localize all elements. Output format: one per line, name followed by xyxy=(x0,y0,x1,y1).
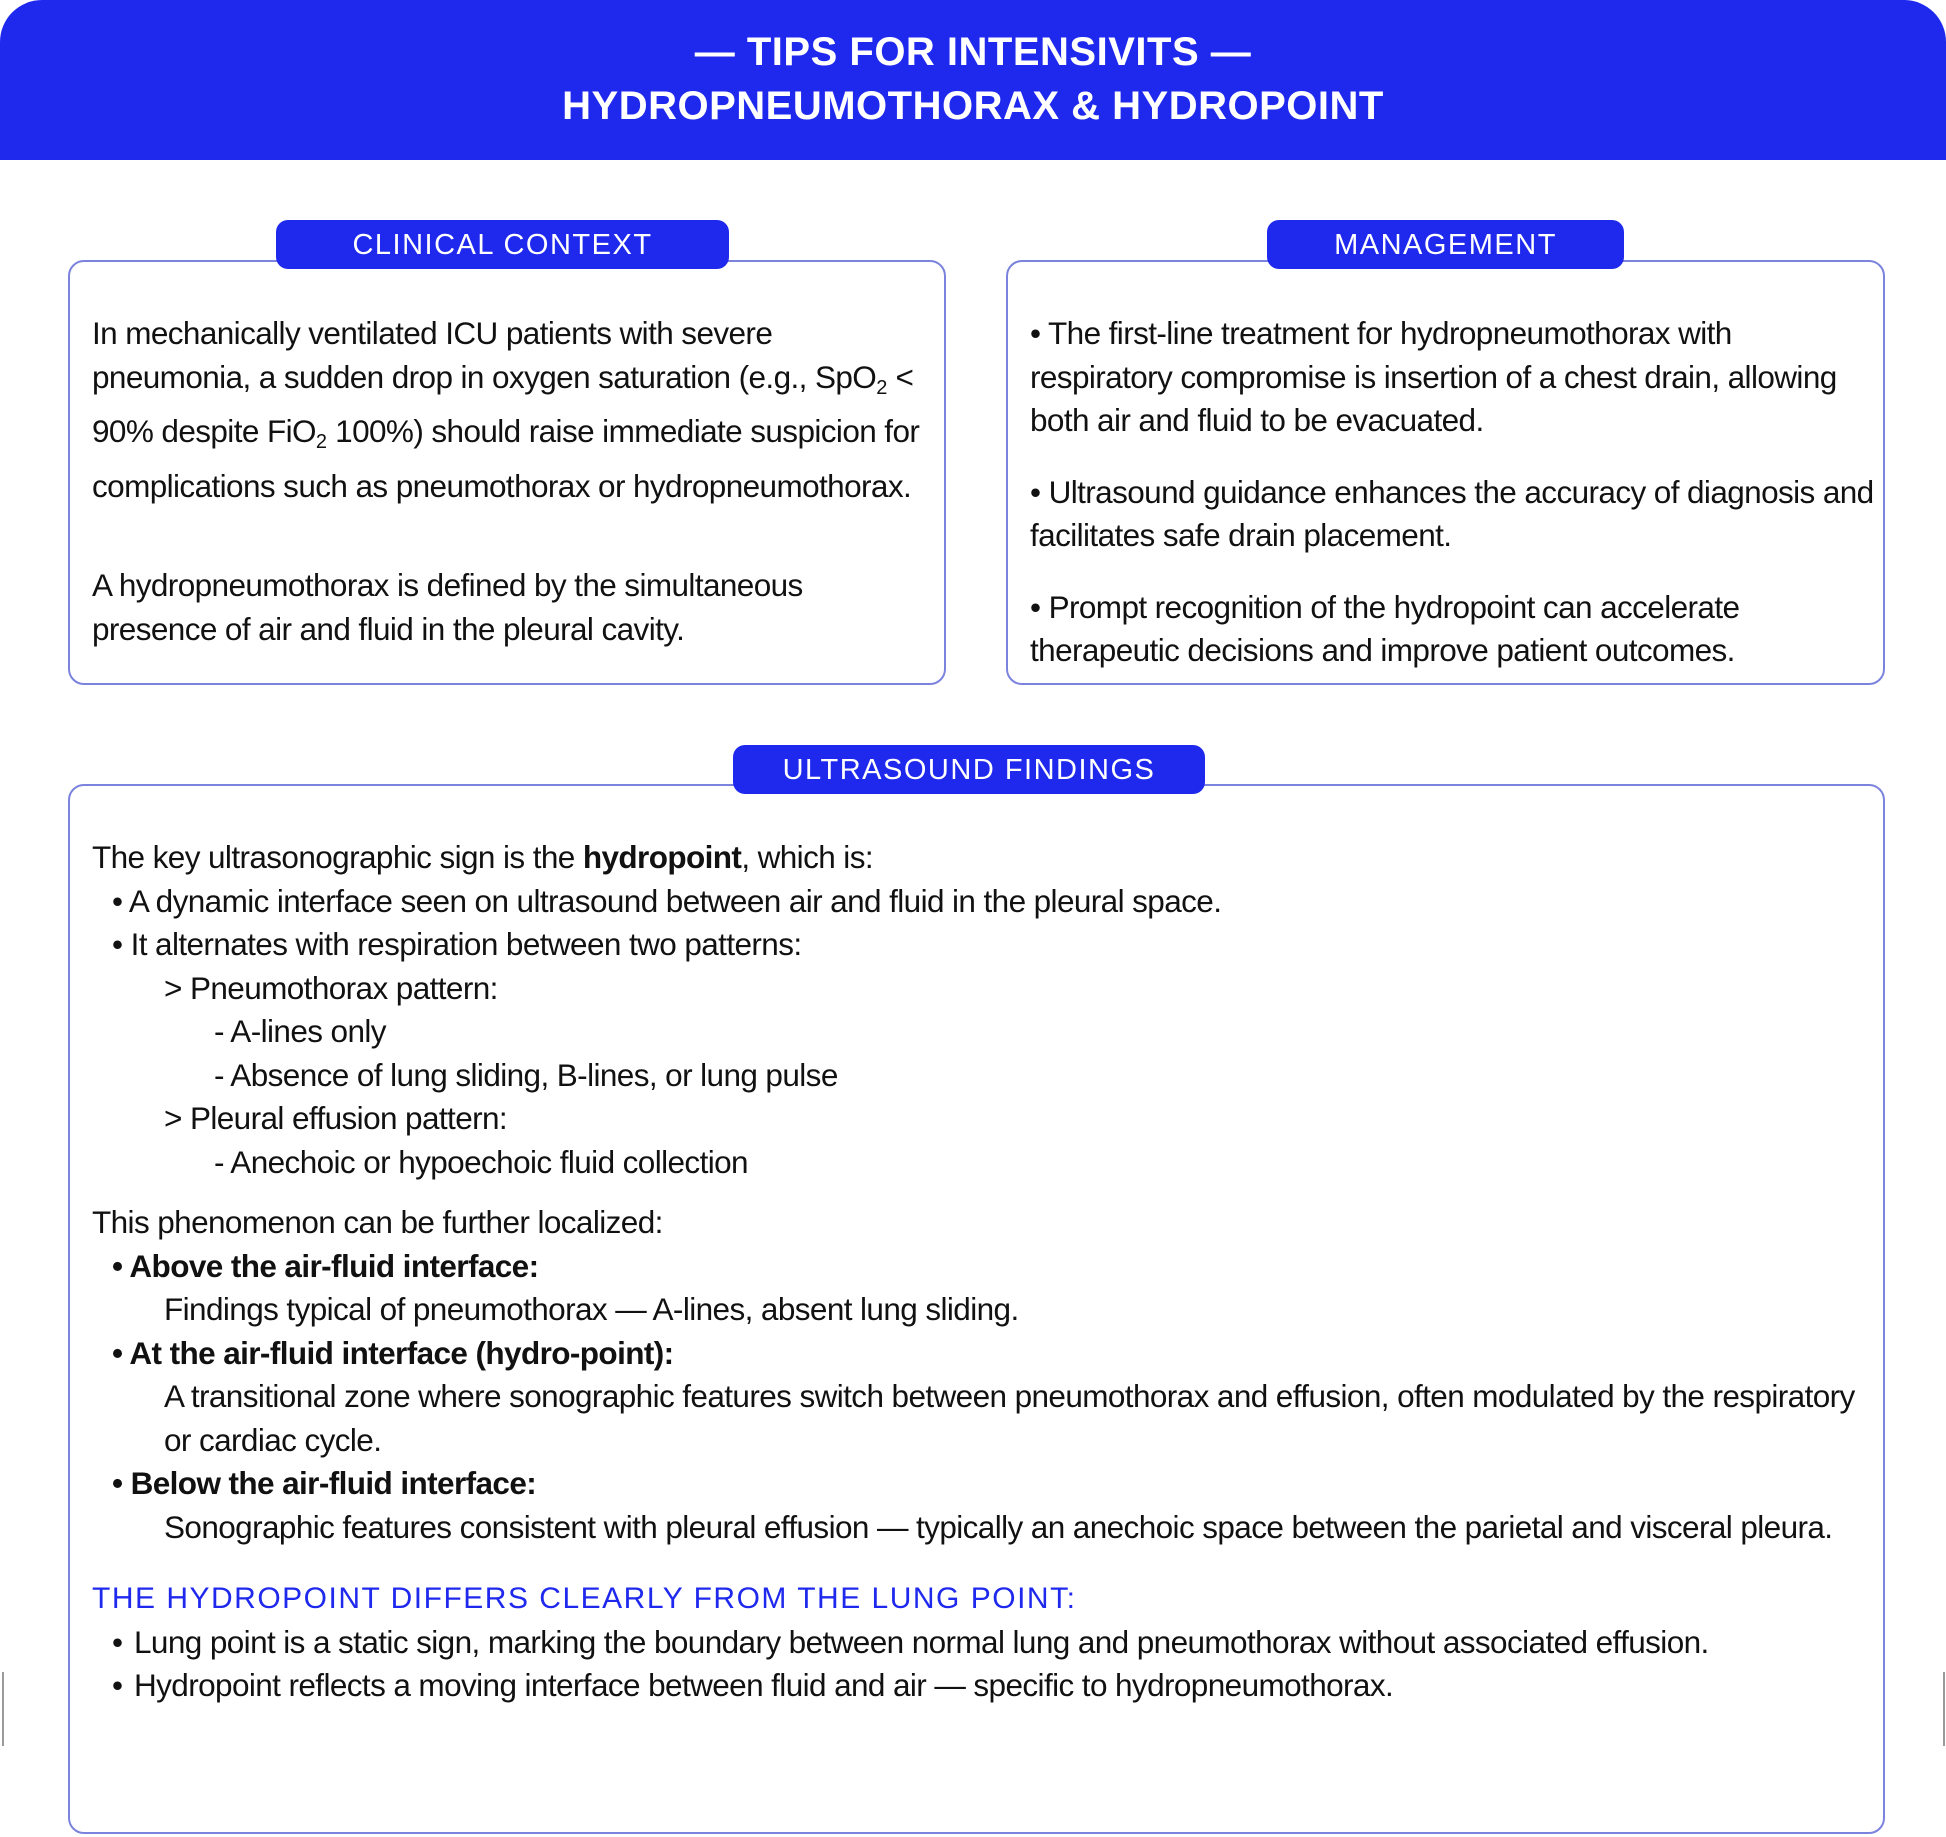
text-run: In mechanically ventilated ICU patients with severe pneumonia, a sudden drop in oxygen saturation (e.g., xyxy=(92,315,815,395)
management-card xyxy=(1006,260,1885,685)
clinical-context-badge: CLINICAL CONTEXT xyxy=(276,220,729,269)
fio2-subscript: 2 xyxy=(315,431,328,453)
pattern-item: - Anechoic or hypoechoic fluid collection xyxy=(214,1143,748,1180)
zone-text-above: Findings typical of pneumothorax — A-lines, absent lung sliding. xyxy=(164,1291,1019,1327)
zone-label-text: • Below the air-fluid interface: xyxy=(112,1465,537,1501)
differs-item-text: Hydropoint reflects a moving interface between fluid and air — specific to hydropneumothorax. xyxy=(134,1667,1394,1703)
zone-label-at xyxy=(92,1332,1862,1376)
text-run: The key ultrasonographic sign is the xyxy=(92,839,583,875)
zone-label-above xyxy=(92,1245,1862,1289)
text-run: , which is: xyxy=(741,839,874,875)
clinical-context-card xyxy=(68,260,946,685)
localized-intro: This phenomenon can be further localized: xyxy=(92,1204,663,1240)
ultrasound-findings-badge: ULTRASOUND FINDINGS xyxy=(733,745,1205,794)
spo2-subscript: 2 xyxy=(876,376,888,399)
zone-text-at: A transitional zone where sonographic features switch between pneumothorax and effusion, often modulated by the respiratory or cardiac cycle. xyxy=(164,1378,1855,1458)
management-body xyxy=(1030,312,1875,673)
differs-item xyxy=(92,1664,1862,1708)
bullet: • xyxy=(112,1623,123,1660)
pattern-item: - Absence of lung sliding, B-lines, or lung pulse xyxy=(214,1056,838,1093)
zone-label-text: • Above the air-fluid interface: xyxy=(112,1247,539,1284)
clinical-context-paragraph-2: A hydropneumothorax is defined by the simultaneous presence of air and fluid in the pleural cavity. xyxy=(92,567,803,647)
text-run: < 90% despite xyxy=(92,358,914,449)
header-banner xyxy=(0,0,1946,160)
zone-label-text: • At the air-fluid interface (hydro-point): xyxy=(112,1334,674,1371)
management-badge: MANAGEMENT xyxy=(1267,220,1624,269)
management-item: • The first-line treatment for hydropneumothorax with respiratory compromise is insertion of a chest drain, allowing both air and fluid to be evacuated. xyxy=(1030,315,1837,438)
ultrasound-findings-body xyxy=(92,836,1862,1708)
hydropoint-bullet: • A dynamic interface seen on ultrasound between air and fluid in the pleural space. xyxy=(112,882,1222,919)
header-title-line1: — TIPS FOR INTENSIVITS — xyxy=(694,30,1252,74)
management-item: • Prompt recognition of the hydropoint can accelerate therapeutic decisions and improve patient outcomes. xyxy=(1030,588,1740,668)
spo2-label: SpO xyxy=(814,358,877,395)
hydropoint-intro xyxy=(92,836,1862,880)
text-run: 100%) should raise immediate suspicion for complications such as pneumothorax or hydropneumothorax. xyxy=(92,413,920,504)
differs-item xyxy=(92,1621,1862,1665)
bullet: • xyxy=(112,1667,123,1703)
clinical-context-paragraph-1 xyxy=(92,312,932,508)
hydropoint-bullet: • It alternates with respiration between two patterns: xyxy=(112,926,802,962)
hydropoint-term: hydropoint xyxy=(582,839,742,875)
pneumothorax-pattern-heading: > Pneumothorax pattern: xyxy=(164,969,498,1006)
zone-text-below: Sonographic features consistent with pleural effusion — typically an anechoic space between the parietal and visceral pleura. xyxy=(164,1508,1833,1545)
pattern-item: - A-lines only xyxy=(214,1013,386,1049)
ultrasound-findings-card xyxy=(68,784,1885,1834)
management-item: • Ultrasound guidance enhances the accuracy of diagnosis and facilitates safe drain placement. xyxy=(1030,473,1874,553)
differs-item-text: Lung point is a static sign, marking the boundary between normal lung and pneumothorax without associated effusion. xyxy=(134,1623,1709,1660)
clinical-context-body xyxy=(92,312,932,651)
left-edge-mark xyxy=(2,1672,4,1746)
hydropoint-vs-lung-point-title: THE HYDROPOINT DIFFERS CLEARLY FROM THE LUNG POINT: xyxy=(92,1582,1077,1615)
zone-label-below xyxy=(92,1462,1862,1506)
right-edge-mark xyxy=(1943,1672,1945,1746)
effusion-pattern-heading: > Pleural effusion pattern: xyxy=(164,1100,508,1136)
fio2-label: FiO xyxy=(266,413,316,449)
header-title-line2: HYDROPNEUMOTHORAX & HYDROPOINT xyxy=(562,84,1384,128)
